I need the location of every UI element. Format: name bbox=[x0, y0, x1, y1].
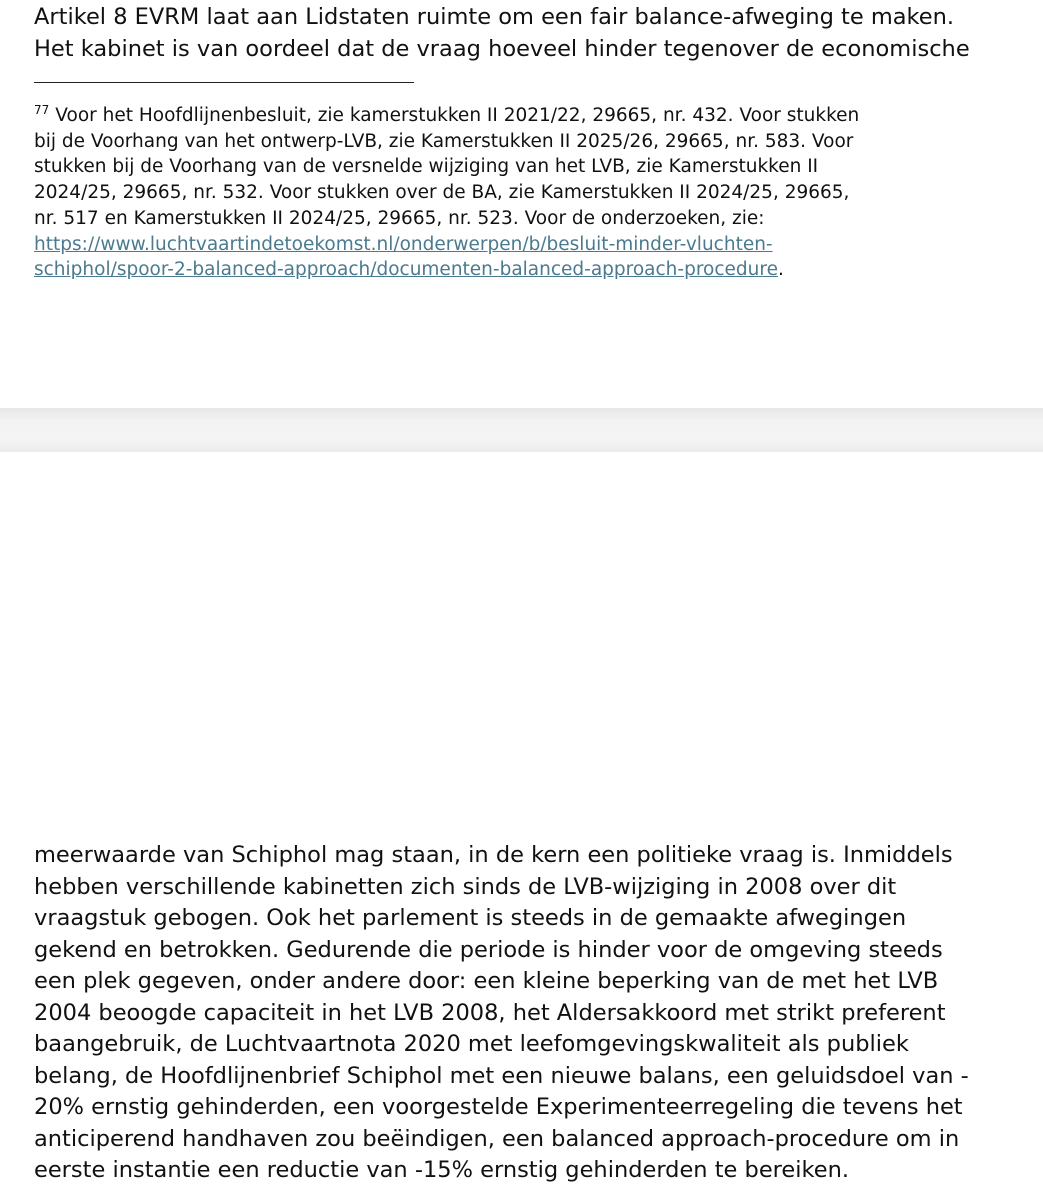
body-paragraph-top: Artikel 8 EVRM laat aan Lidstaten ruimte om een fair balance-afweging te maken. Het kabinet is van oordeel dat de vraag hoeveel hinder tegenover de economische bbox=[34, 4, 970, 62]
footnote-link[interactable]: https://www.luchtvaartindetoekomst.nl/onderwerpen/b/besluit-minder-vluchten- schiphol/spoor-2-balanced-approach/documenten-balanced-approach-procedure bbox=[34, 233, 778, 281]
footnote-text: Voor het Hoofdlijnenbesluit, zie kamerstukken II 2021/22, 29665, nr. 432. Voor stukken bij de Voorhang van het ontwerp-LVB, zie Kamerstukken II 2025/26, 29665, nr. 583. Voor stukken bij de Voorhang van de versnelde wijziging van het LVB, zie Kamerstukken II 2024/25, 29665, nr. 532. Voor stukken over de BA, zie Kamerstukken II 2024/25, 29665, nr. 517 en Kamerstukken II 2024/25, 29665, nr. 523. Voor de onderzoeken, zie: bbox=[34, 105, 860, 229]
page-separator bbox=[0, 408, 1043, 452]
footnote-separator bbox=[34, 82, 414, 83]
footnote-trailing: . bbox=[777, 259, 784, 281]
footnote-77 bbox=[34, 98, 1034, 283]
body-paragraph-bottom: meerwaarde van Schiphol mag staan, in de kern een politieke vraag is. Inmiddels hebben verschillende kabinetten zich sinds de LVB-wijziging in 2008 over dit vraagstuk gebogen. Ook het parlement is steeds in de gemaakte afwegingen gekend en betrokken. Gedurende die periode is hinder voor de omgeving steeds een plek gegeven, onder andere door: een kleine beperking van de met het LVB 2004 beoogde capaciteit in het LVB 2008, het Aldersakkoord met strikt preferent baangebruik, de Luchtvaartnota 2020 met leefomgevingskwaliteit als publiek belang, de Hoofdlijnenbrief Schiphol met een nieuwe balans, een geluidsdoel van - 20% ernstig gehinderden, een voorgestelde Experimenteerregeling die tevens het anticiperend handhaven zou beëindigen, een balanced approach-procedure om in eerste instantie een reductie van -15% ernstig gehinderden te bereiken. bbox=[34, 842, 969, 1183]
footnote-number: 77 bbox=[34, 103, 50, 117]
document-page-top bbox=[0, 0, 1043, 408]
document-page-bottom bbox=[0, 452, 1043, 1200]
